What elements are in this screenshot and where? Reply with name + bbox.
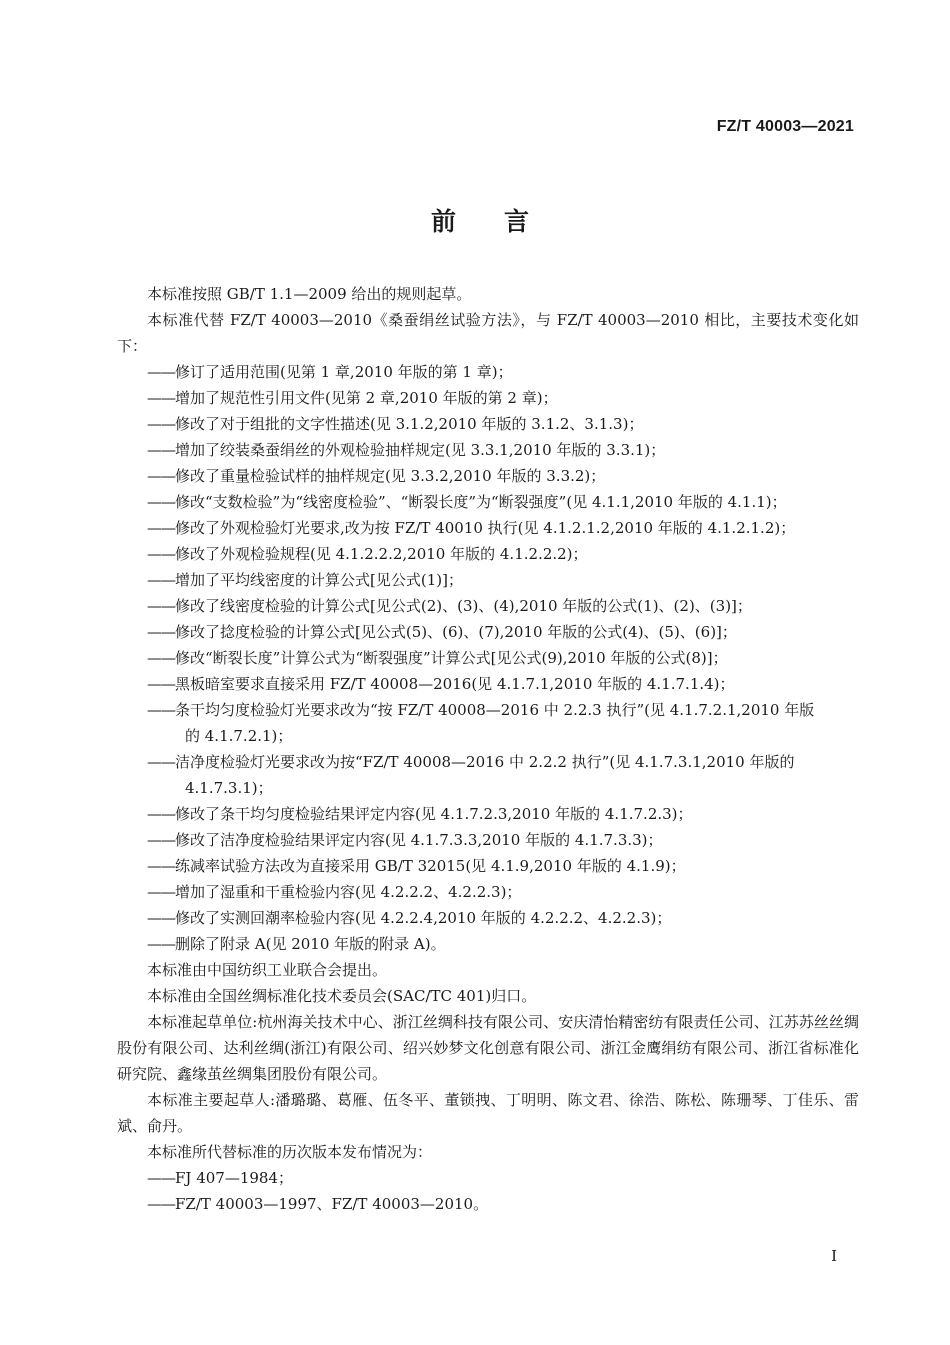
list-item [117, 905, 859, 931]
list-dash: —— [147, 571, 175, 589]
list-item [117, 879, 859, 905]
standard-code: FZ/T 40003—2021 [716, 118, 854, 135]
list-dash: —— [147, 441, 175, 459]
list-item [117, 541, 859, 567]
list-item [117, 359, 859, 385]
list-dash: —— [147, 701, 175, 719]
list-item-text: 修改了重量检验试样的抽样规定(见 3.3.2,2010 年版的 3.3.2)； [175, 467, 606, 485]
list-dash: —— [147, 415, 175, 433]
list-dash: —— [147, 493, 175, 511]
list-item [117, 385, 859, 411]
list-item-text: 修改“断裂长度”计算公式为“断裂强度”计算公式[见公式(9),2010 年版的公式(8)]； [175, 649, 728, 667]
page-title: 前言 [430, 207, 577, 236]
list-dash: —— [147, 753, 175, 771]
list-dash: —— [147, 857, 175, 875]
paragraph-drafting-rules: 本标准按照 GB/T 1.1—2009 给出的规则起草。 [147, 285, 472, 303]
list-item [117, 489, 859, 515]
list-dash: —— [147, 883, 175, 901]
list-item-text: 练减率试验方法改为直接采用 GB/T 32015(见 4.1.9,2010 年版的 4.1.9)； [175, 857, 686, 875]
list-item [117, 749, 859, 801]
list-dash: —— [147, 675, 175, 693]
list-dash: —— [147, 1169, 175, 1187]
list-item [117, 853, 859, 879]
list-item [117, 1191, 859, 1217]
list-dash: —— [147, 935, 175, 953]
list-item-text: FZ/T 40003—1997、FZ/T 40003—2010。 [175, 1195, 489, 1213]
list-item-text: 修改了捻度检验的计算公式[见公式(5)、(6)、(7),2010 年版的公式(4)、(5)、(6)]； [175, 623, 737, 641]
list-item [117, 931, 859, 957]
list-item-text: 修订了适用范围(见第 1 章,2010 年版的第 1 章)； [175, 363, 513, 381]
list-item-text: 增加了规范性引用文件(见第 2 章,2010 年版的第 2 章)； [175, 389, 558, 407]
paragraph-drafters: 本标准主要起草人:潘璐璐、葛雁、伍冬平、董锁拽、丁明明、陈文君、徐浩、陈松、陈珊琴、丁佳乐、雷斌、俞丹。 [117, 1091, 859, 1135]
list-item-text: 修改了实测回潮率检验内容(见 4.2.2.4,2010 年版的 4.2.2.2、4.2.2.3)； [175, 909, 672, 927]
paragraph-history-intro: 本标准所代替标准的历次版本发布情况为： [147, 1143, 433, 1161]
list-dash: —— [147, 909, 175, 927]
changes-list [117, 359, 859, 957]
list-item-text: 增加了湿重和干重检验内容(见 4.2.2.2、4.2.2.3)； [175, 883, 522, 901]
list-dash: —— [147, 519, 175, 537]
list-item [117, 593, 859, 619]
history-list [117, 1165, 859, 1217]
list-item [117, 515, 859, 541]
list-item-text: 修改了外观检验灯光要求,改为按 FZ/T 40010 执行(见 4.1.2.1.2,2010 年版的 4.1.2.1.2)； [175, 519, 796, 537]
list-item [117, 801, 859, 827]
list-item-text: FJ 407—1984； [175, 1169, 293, 1187]
list-item-continuation: 的 4.1.7.2.1)； [185, 727, 293, 745]
list-dash: —— [147, 623, 175, 641]
paragraph-proposer: 本标准由中国纺织工业联合会提出。 [147, 961, 388, 979]
list-item-text: 条干均匀度检验灯光要求改为“按 FZ/T 40008—2016 中 2.2.3 执行”(见 4.1.7.2.1,2010 年版 [175, 701, 815, 719]
list-item [117, 411, 859, 437]
list-item-text: 增加了绞装桑蚕绢丝的外观检验抽样规定(见 3.3.1,2010 年版的 3.3.1)； [175, 441, 666, 459]
list-item-text: 黑板暗室要求直接采用 FZ/T 40008—2016(见 4.1.7.1,2010 年版的 4.1.7.1.4)； [175, 675, 735, 693]
list-item [117, 463, 859, 489]
list-item [117, 671, 859, 697]
list-item-text: 增加了平均线密度的计算公式[见公式(1)]； [175, 571, 463, 589]
paragraph-committee: 本标准由全国丝绸标准化技术委员会(SAC/TC 401)归口。 [147, 987, 537, 1005]
list-dash: —— [147, 363, 175, 381]
list-item [117, 827, 859, 853]
list-dash: —— [147, 1195, 175, 1213]
list-dash: —— [147, 545, 175, 563]
list-item [117, 1165, 859, 1191]
list-item-text: 修改了线密度检验的计算公式[见公式(2)、(3)、(4),2010 年版的公式(1)、(2)、(3)]； [175, 597, 752, 615]
list-item [117, 619, 859, 645]
list-dash: —— [147, 831, 175, 849]
list-dash: —— [147, 389, 175, 407]
list-item-text: 修改了条干均匀度检验结果评定内容(见 4.1.7.2.3,2010 年版的 4.1.7.2.3)； [175, 805, 693, 823]
list-dash: —— [147, 597, 175, 615]
list-item [117, 437, 859, 463]
list-item-text: 修改了洁净度检验结果评定内容(见 4.1.7.3.3,2010 年版的 4.1.7.3.3)； [175, 831, 663, 849]
paragraph-replacement-summary: 本标准代替 FZ/T 40003—2010《桑蚕绢丝试验方法》，与 FZ/T 40003—2010 相比，主要技术变化如下： [117, 311, 859, 355]
list-item-text: 修改了对于组批的文字性描述(见 3.1.2,2010 年版的 3.1.2、3.1.3)； [175, 415, 644, 433]
list-dash: —— [147, 649, 175, 667]
list-item-continuation: 4.1.7.3.1)； [185, 779, 273, 797]
list-item [117, 697, 859, 749]
list-item-text: 修改“支数检验”为“线密度检验”、“断裂长度”为“断裂强度”(见 4.1.1,2010 年版的 4.1.1)； [175, 493, 787, 511]
list-dash: —— [147, 805, 175, 823]
list-item-text: 洁净度检验灯光要求改为按“FZ/T 40008—2016 中 2.2.2 执行”(见 4.1.7.3.1,2010 年版的 [175, 753, 795, 771]
page-number: I [831, 1247, 837, 1265]
paragraph-drafting-units: 本标准起草单位:杭州海关技术中心、浙江丝绸科技有限公司、安庆清怡精密纺有限责任公司、江苏苏丝丝绸股份有限公司、达利丝绸(浙江)有限公司、绍兴妙梦文化创意有限公司、浙江金鹰绢纺有限公司、浙江省标准化研究院、鑫缘茧丝绸集团股份有限公司。 [117, 1013, 859, 1083]
list-item-text: 删除了附录 A(见 2010 年版的附录 A)。 [175, 935, 446, 953]
document-body [117, 281, 859, 1217]
list-item [117, 645, 859, 671]
list-item [117, 567, 859, 593]
list-dash: —— [147, 467, 175, 485]
list-item-text: 修改了外观检验规程(见 4.1.2.2.2,2010 年版的 4.1.2.2.2)； [175, 545, 588, 563]
